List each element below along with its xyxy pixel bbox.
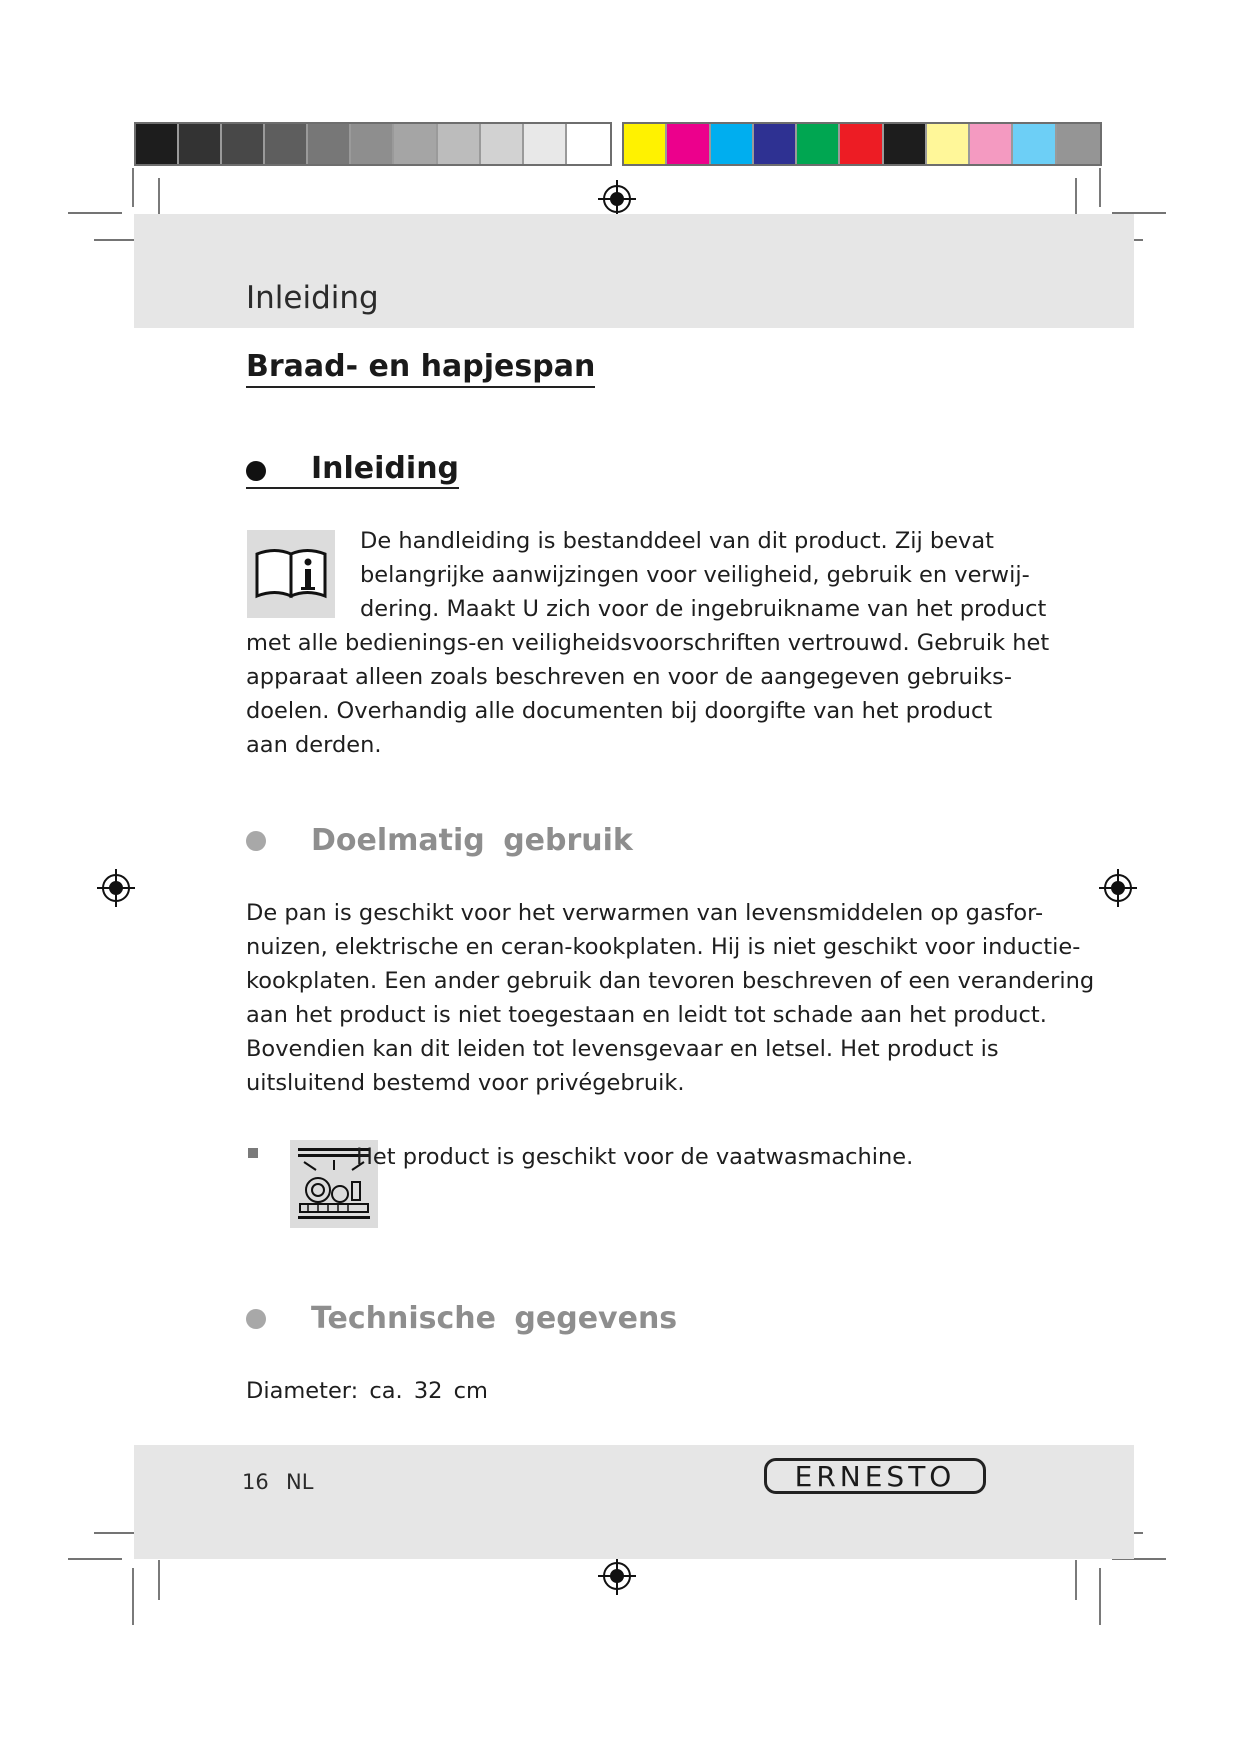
intro-paragraph [246, 524, 1050, 762]
intro-line: dering. Maakt U zich voor de ingebruikname van het product [360, 596, 1047, 622]
section-title: Doelmatig gebruik [311, 823, 633, 858]
usage-line: nuizen, elektrische en ceran-kookplaten. Hij is niet geschikt voor inductie- [246, 934, 1081, 960]
footer-band [134, 1445, 1134, 1559]
chapter-title: Inleiding [246, 280, 379, 316]
intro-line: De handleiding is bestanddeel van dit product. Zij bevat [360, 528, 994, 554]
registration-mark-right [1099, 869, 1137, 907]
registration-mark-left [97, 869, 135, 907]
bullet-icon [246, 1309, 266, 1329]
spec-diameter: Diameter: ca. 32 cm [246, 1378, 488, 1404]
usage-line: aan het product is niet toegestaan en leidt tot schade aan het product. [246, 1002, 1047, 1028]
dishwasher-note: Het product is geschikt voor de vaatwasmachine. [356, 1144, 914, 1170]
language-code: NL [286, 1470, 314, 1494]
section-title: Inleiding [246, 452, 459, 489]
registration-mark-bottom [598, 1557, 636, 1595]
usage-line: uitsluitend bestemd voor privégebruik. [246, 1070, 685, 1096]
intro-line: apparaat alleen zoals beschreven en voor de aangegeven gebruiks- [246, 664, 1012, 690]
usage-line: De pan is geschikt voor het verwarmen van levensmiddelen op gasfor- [246, 900, 1044, 926]
bullet-icon [246, 831, 266, 851]
section-heading-specs [246, 1302, 677, 1335]
page-number: 16 [242, 1470, 269, 1494]
registration-mark-top [598, 180, 636, 218]
usage-line: Bovendien kan dit leiden tot levensgevaar en letsel. Het product is [246, 1036, 999, 1062]
brand-logo: ERNESTO [764, 1458, 986, 1494]
intro-line: met alle bedienings-en veiligheidsvoorschriften vertrouwd. Gebruik het [246, 630, 1050, 656]
intro-line: belangrijke aanwijzingen voor veiligheid, gebruik en verwij- [360, 562, 1030, 588]
intro-line: doelen. Overhandig alle documenten bij doorgifte van het product [246, 698, 993, 724]
usage-line: kookplaten. Een ander gebruik dan tevoren beschreven of een verandering [246, 968, 1095, 994]
intro-line: aan derden. [246, 732, 382, 758]
square-bullet-icon [248, 1148, 258, 1158]
section-heading-intro [246, 452, 459, 489]
section-title: Technische gegevens [311, 1301, 678, 1336]
usage-paragraph [246, 896, 1095, 1100]
document-title: Braad- en hapjespan [246, 350, 595, 388]
section-heading-usage [246, 824, 633, 857]
